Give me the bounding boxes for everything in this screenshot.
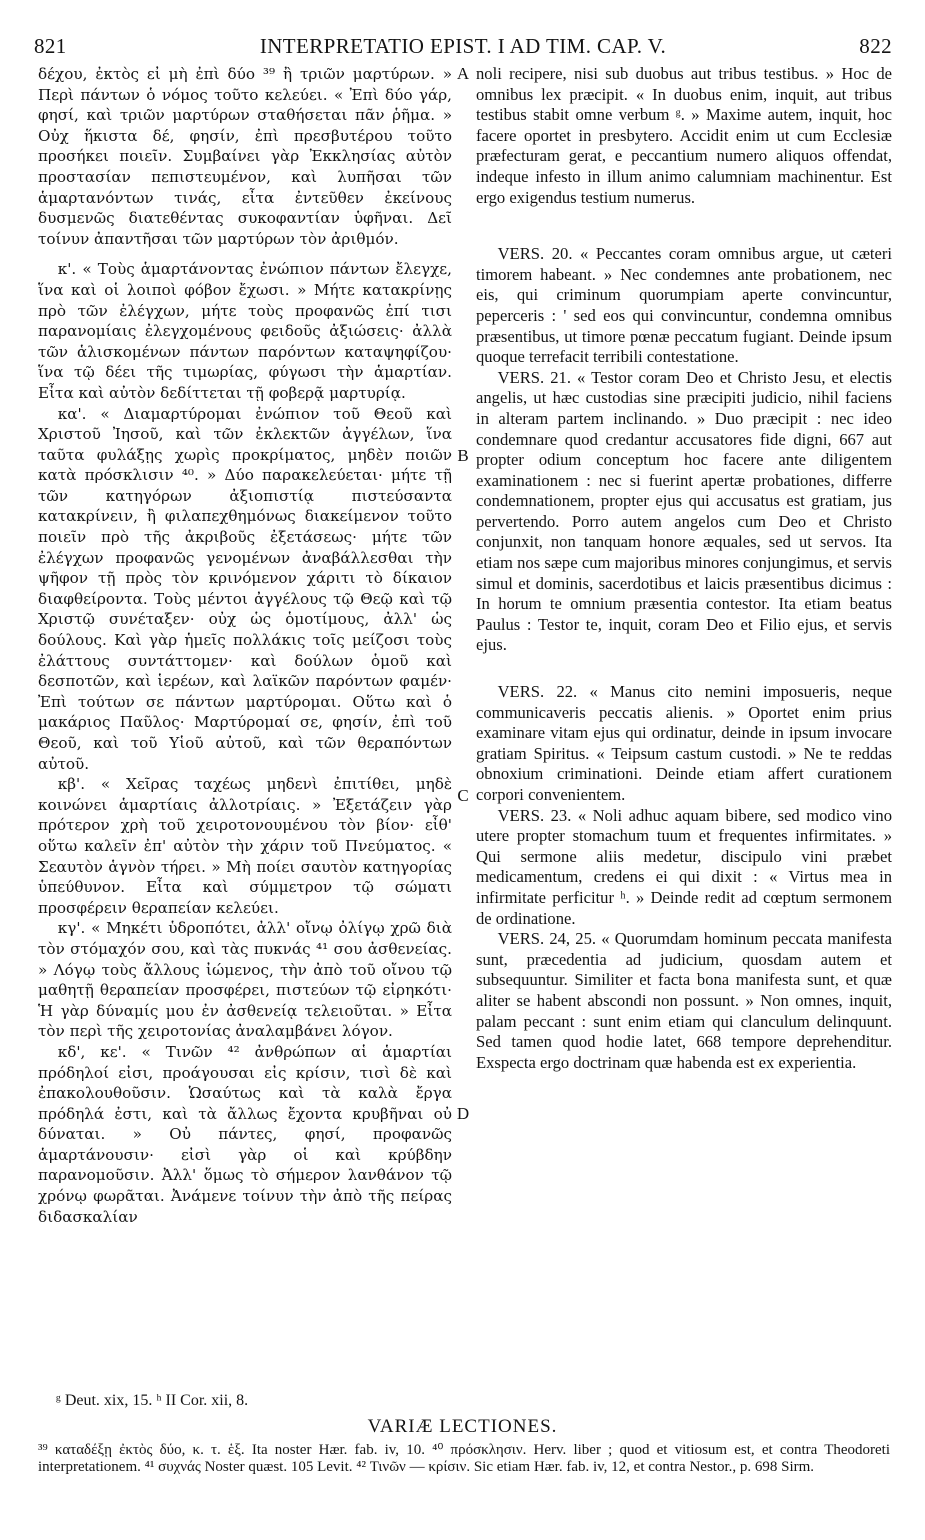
margin-letter-d: D — [456, 1104, 470, 1123]
page-title: INTERPRETATIO EPIST. I AD TIM. CAP. V. — [259, 34, 667, 58]
variae-lectiones-text: ³⁹ καταδέξῃ ἐκτὸς δύο, κ. τ. ἑξ. Ita noster Hær. fab. iv, 10. ⁴⁰ πρόσκλησιν. Herv. liber ; quod et vitiosum est, et contra Theodoreti interpretationem. ⁴¹ συχνάς Noster quæst. 105 Levit. ⁴² Τινῶν — κρίσιν. Sic etiam Hær. fab. iv, 12, et contra Nestor., p. 698 Sirm. — [38, 1442, 890, 1475]
latin-paragraph: VERS. 20. « Peccantes coram omnibus argue, ut cæteri timorem habeant. » Nec condemnes ante probationem, nec eis, qui criminum quorumpiam aperte convincuntur, peperceris : ' sed eos qui convincuntur, condemna omnibus præsentibus, ut timore pœnæ peccatum fugiant. Deinde ipsum quoque terrefacit terribili contestatione. — [476, 244, 892, 367]
greek-paragraph: κβ'. « Χεῖρας ταχέως μηδενὶ ἐπιτίθει, μηδὲ κοινώνει ἁμαρτίαις ἀλλοτρίαις. » Ἐξετάζειν γὰρ πρότερον χρὴ τοῦ χειροτονουμένου τὸν βίον· εἶθ' οὕτω καλεῖν ἐπ' αὐτὸν τὴν χάριν τοῦ Πνεύματος. « Σεαυτὸν ἁγνὸν τήρει. » Μὴ ποίει σαυτὸν κατηγορίας ὑπεύθυνον. Εἶτα καὶ σύμμετρον τῷ σώματι προσφέρειν θεραπείαν κελεύει. — [38, 775, 452, 917]
latin-column — [476, 64, 892, 1073]
footnotes: ᵍ Deut. xix, 15. ʰ II Cor. xii, 8. — [56, 1392, 249, 1409]
greek-paragraph: κ'. « Τοὺς ἁμαρτάνοντας ἐνώπιον πάντων ἔλεγχε, ἵνα καὶ οἱ λοιποὶ φόβον ἔχωσι. » Μήτε κατακρίνῃς πρὸ τῶν ἐλέγχων, μήτε τοὺς προφανῶς ἐπί τισι παρανομίαις ἐλεγχομένους φειδοῦς ἀξιώσεις· ἀλλὰ τῶν ἁλισκομένων πάντων παρόντων καταψηφίζου· ἵνα τῷ δέει τῆς τιμωρίας, φύγωσι τὴν ἁμαρτίαν. Εἶτα καὶ αὐτὸν δεδίττεται τῇ φοβερᾷ μαρτυρίᾳ. — [38, 260, 452, 402]
greek-column — [38, 64, 452, 1227]
margin-letter-c: C — [457, 786, 469, 805]
greek-paragraph: κδ', κε'. « Τινῶν ⁴² ἀνθρώπων αἱ ἁμαρτίαι πρόδηλοί εἰσι, προάγουσαι εἰς κρίσιν, τισὶ δὲ καὶ ἐπακολουθοῦσιν. Ὡσαύτως καὶ τὰ καλὰ ἔργα πρόδηλά ἐστι, καὶ τὰ ἄλλως ἔχοντα κρυβῆναι οὐ δύναται. » Οὐ πάντες, φησί, προφανῶς ἁμαρτάνουσιν· εἰσὶ γὰρ οἱ καὶ κρύβδην παρανομοῦσιν. Ἀλλ' ὅμως τὸ σήμερον λανθάνον τῷ χρόνῳ φωρᾶται. Ἀνάμενε τοίνυν τὴν ἀπὸ τῆς πείρας διδασκαλίαν — [38, 1042, 452, 1226]
page-number-left: 821 — [34, 34, 67, 58]
page-number-right: 822 — [859, 34, 892, 58]
variae-lectiones-title: VARIÆ LECTIONES. — [367, 1416, 558, 1437]
greek-paragraph: κα'. « Διαμαρτύρομαι ἐνώπιον τοῦ Θεοῦ καὶ Χριστοῦ Ἰησοῦ, καὶ τῶν ἐκλεκτῶν ἀγγέλων, ἵνα ταῦτα φυλάξῃς χωρὶς προκρίματος, μηδὲν ποιῶν κατὰ πρόσκλισιν ⁴⁰. » Δύο παρακελεύεται· μήτε τῇ τῶν κατηγόρων ἀξιοπιστίᾳ πιστεύσαντα κατακρίνειν, ἢ φιλαπεχθημόνως διακείμενον τοῦτο ποιεῖν πρὸ τῆς ἀκριβοῦς ἐξετάσεως· μήτε τῶν ἐλέγχων προφανῶς γενομένων ἀναβάλλεσθαι τὴν ψῆφον τῇ πρὸς τὸν κρινόμενον χάριτι τὸ δίκαιον διαφθείροντα. Τοὺς μέντοι ἀγγέλους τῷ Θεῷ καὶ τῷ Χριστῷ συνέταξεν· οὐχ ὡς ὁμοτίμους, ἀλλ' ὡς δούλους. Καὶ γὰρ ἡμεῖς πολλάκις τοῖς μείζοσι τοὺς ἐλάττους συντάττομεν· καὶ δούλων ὁμοῦ καὶ δεσποτῶν, καὶ ἱερέων, καὶ λαϊκῶν παρόντων φαμέν· Ἐπὶ τούτων σε πάντων μαρτύρομαι. Οὕτω καὶ ὁ μακάριος Παῦλος· Μαρτύρομαί σε, φησίν, ἐπὶ τοῦ Θεοῦ, καὶ τοῦ Υἱοῦ αὐτοῦ, καὶ τῶν θεραπόντων αὐτοῦ. — [38, 404, 452, 773]
latin-paragraph: noli recipere, nisi sub duobus aut tribus testibus. » Hoc de omnibus lex præcipit. « In duobus enim, inquit, aut tribus testibus stabit omne verbum ᵍ. » Maxime autem, inquit, hoc facere oportet in presbytero. Accidit enim ut cum Ecclesiæ præfecturam gerat, e peccantium numero aliquos offendat, indeque infesto in illum animo calumniam machinentur. Est ergo exigendus testium numerus. — [476, 64, 892, 207]
margin-letter-a: A — [456, 64, 470, 83]
greek-paragraph: δέχου, ἐκτὸς εἰ μὴ ἐπὶ δύο ³⁹ ἢ τριῶν μαρτύρων. » Περὶ πάντων ὁ νόμος τοῦτο κελεύει. « Ἐπὶ δύο γάρ, φησί, καὶ τριῶν μαρτύρων σταθήσεται πᾶν ῥῆμα. » Οὐχ ἥκιστα δέ, φησίν, ἐπὶ πρεσβυτέρου τοῦτο προσήκει ποιεῖν. Συμβαίνει γὰρ Ἐκκλησίας αὐτὸν προστασίαν πεπιστευμένον, καὶ λυπῆσαι τῶν ἁμαρτανόντων τινάς, εἶτα ἐντεῦθεν ἐκείνους δυσμενῶς διατεθέντας συκοφαντίαν ὑφῆναι. Δεῖ τοίνυν ἀπαντῆσαι τῶν μαρτύρων τὸν ἀριθμόν. — [38, 65, 452, 248]
latin-paragraph: VERS. 22. « Manus cito nemini imposueris, neque communicaveris peccatis alienis. » Oportet enim prius examinare vitam ejus qui ordinatur, deinde in ipsum invocare gratiam Spiritus. « Teipsum castum custodi. » Ne te reddas obnoxium criminationi. Deinde etiam affert curationem corpori convenientem. — [476, 682, 892, 804]
greek-paragraph: κγ'. « Μηκέτι ὑδροπότει, ἀλλ' οἴνῳ ὀλίγῳ χρῶ διὰ τὸν στόμαχόν σου, καὶ τὰς πυκνάς ⁴¹ σου ἀσθενείας. » Λόγῳ τοὺς ἄλλους ἰώμενος, τὴν ἀπὸ τοῦ οἴνου τῷ μαθητῇ θεραπείαν προσφέρει, πιστεύων τῷ εἰρηκότι· Ἡ γὰρ δύναμίς μου ἐν ἀσθενείᾳ τελειοῦται. » Εἶτα τὸν περὶ τῆς χειροτονίας ἀναλαμβάνει λόγον. — [38, 919, 452, 1041]
running-header — [34, 34, 892, 62]
latin-paragraph: VERS. 23. « Noli adhuc aquam bibere, sed modico vino utere propter stomachum tuum et frequentes infirmitates. » Qui sermone aliis medetur, discipulo vini præbet medicamentum, credens ei qui dixit : « Virtus mea in infirmitate perficitur ʰ. » Deinde redit ad cœptum sermonem de ordinatione. — [476, 805, 892, 928]
margin-letter-b: B — [457, 446, 469, 465]
latin-paragraph: VERS. 21. « Testor coram Deo et Christo Jesu, et electis angelis, ut hæc custodias sine præcipiti judicio, nihil faciens in alteram partem inclinando. » Duo præcipit : nec ideo condemnare quod credantur accusatores fide digni, 667 aut propter odium conceptum hoc facere ante diligentem examinationem : nec si fuerint apertæ probationes, differre condemnationem, propter ejus qui accusatus est gratiam, jus pervertendo. Porro autem angelos cum Deo et Christo conjunxit, non tanquam honore æquales, sed ut servos. Ita etiam nos sæpe cum majoribus minores conjungimus, et servis simul et dominis, sacerdotibus et laicis præsentibus dicimus : In horum te omnium præsentia contestor. Ita etiam beatus Paulus : Testor te, inquit, coram Deo et Filio ejus, et servis ejus. — [476, 367, 892, 655]
latin-paragraph: VERS. 24, 25. « Quorumdam hominum peccata manifesta sunt, præcedentia ad judicium, quosdam autem et subsequuntur. Similiter et facta bona manifesta sunt, et quæ aliter se habent abscondi non possunt. » Non omnes, inquit, palam peccant : sunt enim etiam qui clanculum delinquunt. Sed tamen quod hodie latet, 668 tempore deprehenditur. Exspecta ergo doctrinam quæ habenda est ex experientia. — [476, 929, 892, 1072]
